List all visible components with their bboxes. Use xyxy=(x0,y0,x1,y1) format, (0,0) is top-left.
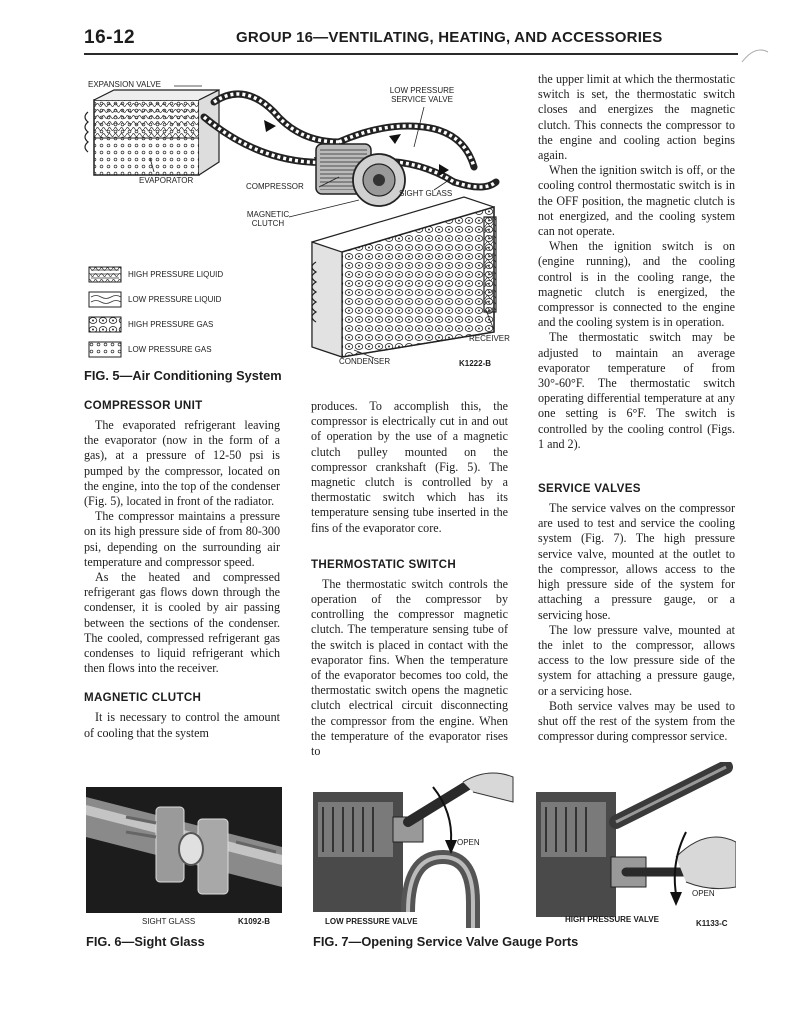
fig7-high-valve-label: HIGH PRESSURE VALVE xyxy=(565,915,659,924)
fig6-photo xyxy=(86,787,282,913)
fig6-code: K1092-B xyxy=(238,917,271,926)
legend-label: HIGH PRESSURE LIQUID xyxy=(128,270,224,279)
paragraph: the upper limit at which the thermostatic switch is set, the thermostatic switch closes and energizes the magnetic clutch. This connects the compressor to the engine and cooling action begins again. xyxy=(538,72,735,163)
fig7-photo-high xyxy=(536,762,736,928)
legend-swatch-low-pressure-liquid xyxy=(88,291,122,308)
label-expansion-valve: EXPANSION VALVE xyxy=(88,80,161,89)
paragraph: The compressor maintains a pressure on its high pressure side of from 80-300 psi, depending on the surrounding air temperature and compressor speed. xyxy=(84,509,280,569)
heading-service-valves: SERVICE VALVES xyxy=(538,482,641,496)
label-clutch: CLUTCH xyxy=(251,219,285,228)
legend-item xyxy=(88,262,248,287)
legend-item xyxy=(88,337,248,362)
paragraph: Both service valves may be used to shut off the rest of the system from the compressor during compressor service. xyxy=(538,698,735,744)
evaporator-drawing xyxy=(85,90,219,175)
label-receiver: RECEIVER xyxy=(469,334,510,343)
paragraph: When the ignition switch is on (engine running), and the cooling control is in the cooling range, the magnetic clutch is energized, the compressor is connected to the engine and the cooling system is in operation. xyxy=(538,239,735,330)
paragraph: When the ignition switch is off, or the cooling control thermostatic switch is in the OFF position, the magnetic clutch is not energized, and the cooling system can not operate. xyxy=(538,163,735,239)
fig6-label-sight-glass: SIGHT GLASS xyxy=(142,917,196,926)
paragraph: The thermostatic switch may be adjusted to maintain an average evaporator temperature of from 30°-60°F. The thermostatic switch operating differential temperature at any one setting is 6°F. The switch is controlled by the cooling control (Figs. 1 and 2). xyxy=(538,330,735,451)
legend-label: LOW PRESSURE LIQUID xyxy=(128,295,222,304)
label-service-valve: SERVICE VALVE xyxy=(391,95,453,104)
legend-label: HIGH PRESSURE GAS xyxy=(128,320,214,329)
condenser-drawing xyxy=(312,197,496,357)
legend-swatch-high-pressure-gas xyxy=(88,316,122,333)
fig6-caption: FIG. 6—Sight Glass xyxy=(86,934,205,949)
paragraph: It is necessary to control the amount of cooling that the system xyxy=(84,710,280,740)
compressor-drawing xyxy=(316,144,405,206)
column-2 xyxy=(311,399,508,759)
heading-magnetic-clutch: MAGNETIC CLUTCH xyxy=(84,691,202,705)
legend-swatch-high-pressure-liquid xyxy=(88,266,122,283)
high-pressure-valve-photo-drawing xyxy=(536,762,736,928)
group-title: GROUP 16—VENTILATING, HEATING, AND ACCESSORIES xyxy=(236,29,663,46)
column-1 xyxy=(84,399,280,741)
label-evaporator: EVAPORATOR xyxy=(139,176,194,185)
fig7-low-valve-label: LOW PRESSURE VALVE xyxy=(325,917,418,926)
label-low-pressure: LOW PRESSURE xyxy=(389,86,455,95)
fig7-caption: FIG. 7—Opening Service Valve Gauge Ports xyxy=(313,934,579,949)
heading-thermostatic-switch: THERMOSTATIC SWITCH xyxy=(311,557,457,571)
corner-curl-decoration xyxy=(740,40,770,65)
legend-item xyxy=(88,287,248,312)
sight-glass-photo-drawing xyxy=(86,787,282,913)
heading-compressor-unit: COMPRESSOR UNIT xyxy=(84,399,203,412)
column-3 xyxy=(538,72,735,744)
fig5-legend xyxy=(88,262,248,362)
paragraph: The low pressure valve, mounted at the inlet to the compressor, allows access to the low pressure side of the system for attaching a pressure gauge, or a servicing hose. xyxy=(538,622,735,698)
legend-swatch-low-pressure-gas xyxy=(88,341,122,358)
fig7-photo-low xyxy=(313,762,518,928)
fig7-code: K1133-C xyxy=(696,919,728,928)
label-compressor: COMPRESSOR xyxy=(246,182,304,191)
paragraph: As the heated and compressed refrigerant gas flows down through the condenser, it is cooled by air passing between the sections of the condenser. The cooled, compressed refrigerant gas condenses to liquid refrigerant which then flows into the receiver. xyxy=(84,570,280,676)
page-number: 16-12 xyxy=(84,27,136,48)
paragraph: The thermostatic switch controls the operation of the compressor by controlling the compressor magnetic clutch. The temperature sensing tube of the switch is placed in contact with the evaporator fins. When the temperature of the evaporator becomes too cold, the thermostatic switch opens the magnetic clutch electrical circuit disconnecting the compressor from the engine. When the temperature of the evaporator rises to xyxy=(311,576,508,759)
legend-item xyxy=(88,312,248,337)
label-sight-glass: SIGHT GLASS xyxy=(399,189,453,198)
fig5-caption: FIG. 5—Air Conditioning System xyxy=(84,368,282,383)
header-rule xyxy=(84,53,738,55)
paragraph: The service valves on the compressor are used to test and service the cooling system (Fig. 7). The high pressure service valve, mounted at the outlet to the compressor, allows access to the high pressure side of the system for attaching a pressure gauge, or a servicing hose. xyxy=(538,501,735,622)
fig5-code: K1222-B xyxy=(459,359,492,368)
fig7-open-label-low: OPEN xyxy=(457,838,480,847)
paragraph: produces. To accomplish this, the compressor is electrically cut in and out of operation by the use of a magnetic clutch pulley mounted on the compressor crankshaft (Fig. 5). The magnetic clutch is controlled by a thermostatic switch which has its temperature sensing tube inserted in the fins of the evaporator core. xyxy=(311,399,508,535)
paragraph: The evaporated refrigerant leaving the evaporator (now in the form of a gas), at a pressure of 12-50 psi is pumped by the compressor, located on the engine, into the top of the condenser (Fig. 5), located in front of the radiator. xyxy=(84,418,280,509)
label-magnetic-clutch xyxy=(246,210,290,228)
label-condenser: CONDENSER xyxy=(339,357,391,366)
low-pressure-valve-photo-drawing xyxy=(313,762,518,928)
label-low-pressure-service-valve xyxy=(382,86,462,104)
label-magnetic: MAGNETIC xyxy=(246,210,290,219)
fig7-open-label-high: OPEN xyxy=(692,889,715,898)
legend-label: LOW PRESSURE GAS xyxy=(128,345,212,354)
page-header xyxy=(0,25,786,55)
